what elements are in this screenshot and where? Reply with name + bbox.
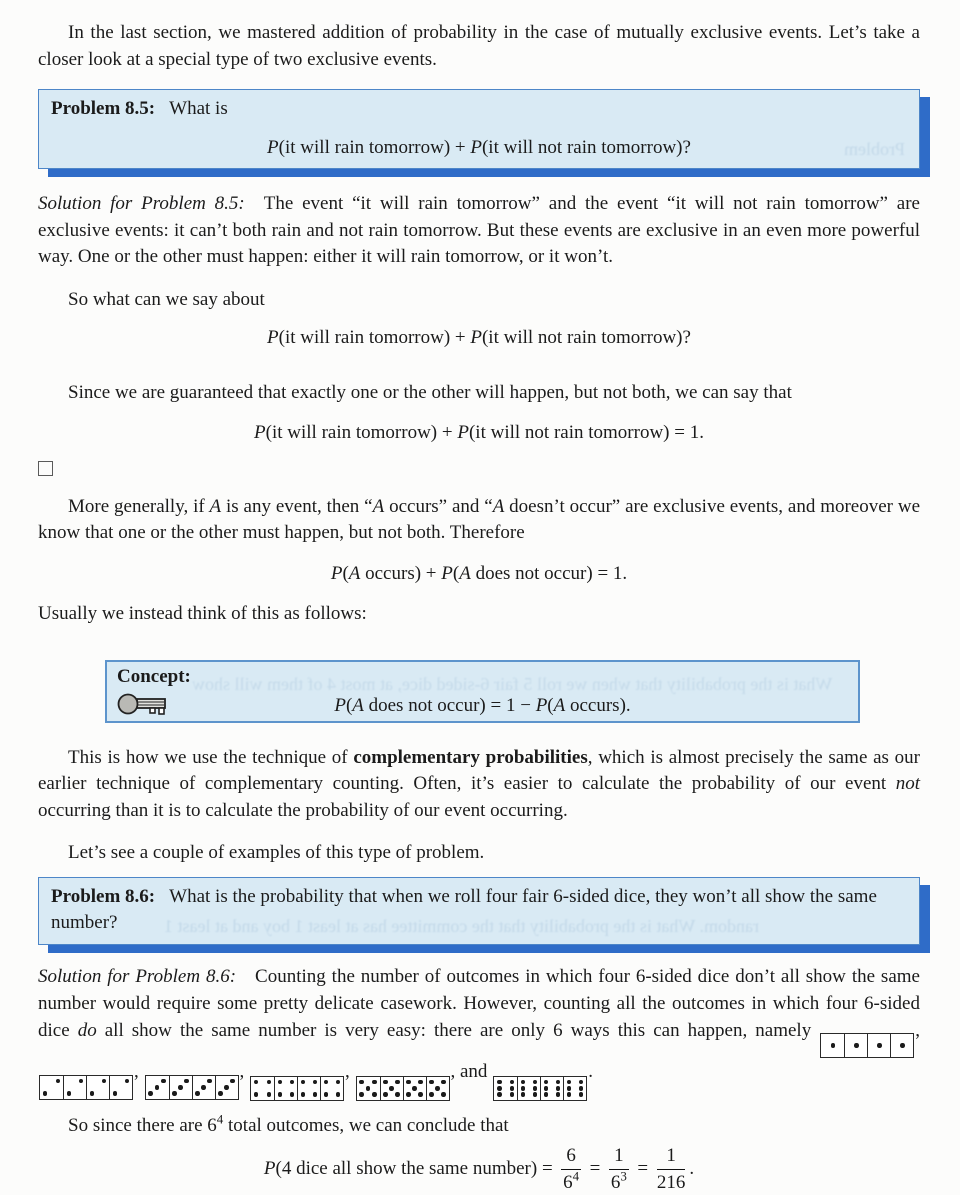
die-face-4 [320, 1077, 343, 1100]
problem-8-6-label: Problem 8.6: [51, 885, 156, 907]
die-face-1 [844, 1034, 867, 1057]
problem-8-6-box [38, 877, 920, 945]
die-face-3 [146, 1076, 169, 1099]
dice-strip-5 [356, 1076, 450, 1101]
lets-see-paragraph: Let’s see a couple of examples of this type of problem. [68, 842, 485, 863]
die-face-2 [86, 1076, 109, 1099]
fraction: $\frac{6}{6^4}$ [563, 1145, 580, 1194]
solution-8-6-paragraph: Solution for Problem 8.6: Counting the number of outcomes in which four 6-sided dice don’t all show the same number would require some pretty delicate casework. However, counting all the outcomes in which four 6-sided dice do all show the same number is very easy: there are only 6 ways this can happen, namely , , , , , and . [38, 963, 920, 1101]
end-of-solution-marker [38, 461, 53, 476]
so-since-paragraph: So since there are $6^4$ total outcomes, we can conclude that [68, 1111, 509, 1136]
concept-label: Concept: [117, 665, 191, 687]
so-what-paragraph: So what can we say about [68, 288, 265, 310]
die-face-1 [890, 1034, 913, 1057]
rain-sum-equation: P(it will rain tomorrow) + P(it will not rain tomorrow)? [267, 327, 691, 348]
solution-8-5-paragraph: Solution for Problem 8.5: The event “it will rain tomorrow” and the event “it will not rain tomorrow” are exclusive events: it can’t both rain and not rain tomorrow. But these events are exclusive in an even more powerful way. One or the other must happen: either it will rain tomorrow, or it won’t. [38, 193, 920, 267]
die-face-5 [403, 1077, 426, 1100]
since-paragraph: Since we are guaranteed that exactly one or the other will happen, but not both, we can say that [68, 381, 792, 403]
dice-strip-3 [145, 1075, 239, 1100]
die-face-1 [821, 1034, 844, 1057]
die-face-4 [251, 1077, 274, 1100]
die-face-2 [63, 1076, 86, 1099]
die-face-4 [297, 1077, 320, 1100]
fraction: $\frac{1}{216}$ [656, 1145, 686, 1194]
rain-sum-equals-one-equation: P(it will rain tomorrow) + P(it will not rain tomorrow) = 1. [254, 422, 704, 443]
die-face-6 [494, 1077, 517, 1100]
problem-8-5-statement [51, 96, 907, 123]
die-face-5 [357, 1077, 380, 1100]
die-face-6 [540, 1077, 563, 1100]
complementary-paragraph: This is how we use the technique of complementary probabilities, which is almost precisely the same as our earlier technique of complementary counting. Often, it’s easier to calculate the probability of our event not occurring than it is to calculate the probability of our event occurring. [38, 746, 920, 821]
die-face-3 [215, 1076, 238, 1099]
usually-paragraph: Usually we instead think of this as follows: [38, 603, 367, 624]
die-face-3 [169, 1076, 192, 1099]
problem-8-5-label: Problem 8.5: [51, 98, 156, 119]
die-face-2 [109, 1076, 132, 1099]
die-face-6 [517, 1077, 540, 1100]
intro-paragraph: In the last section, we mastered addition of probability in the case of mutually exclusive events. Let’s take a closer look at a special type of two exclusive events. [38, 22, 920, 70]
final-equation: P(4 dice all show the same number) = $\frac{6}{6^4}$ = $\frac{1}{6^3}$ = $\frac{1}{216}$ . [263, 1145, 695, 1194]
die-face-5 [380, 1077, 403, 1100]
problem-8-6-text: What is the probability that when we roll four fair 6-sided dice, they won’t all show the same number? [51, 885, 877, 933]
problem-8-5-equation: P(it will rain tomorrow) + P(it will not rain tomorrow)? [267, 136, 691, 158]
dice-strip-2 [39, 1075, 133, 1100]
die-face-3 [192, 1076, 215, 1099]
problem-8-5-lead: What is [169, 98, 228, 119]
dice-strip-4 [250, 1076, 344, 1101]
ghost-text: What is the probability that when we roll 5 fair 6-sided dice, at most 4 of them will show [191, 673, 832, 694]
problem-8-6-statement [51, 884, 907, 937]
die-face-1 [867, 1034, 890, 1057]
concept-equation: P(A does not occur) = 1 − P(A occurs). [334, 694, 631, 716]
die-face-2 [40, 1076, 63, 1099]
ghost-text: random. What is the probability that the committee has at least 1 boy and at least 1 [163, 916, 759, 936]
a-occurs-equation: P(A occurs) + P(A does not occur) = 1. [330, 562, 628, 584]
die-face-4 [274, 1077, 297, 1100]
die-face-5 [426, 1077, 449, 1100]
ghost-text: Problem [844, 138, 905, 159]
die-face-6 [563, 1077, 586, 1100]
dice-strip-6 [493, 1076, 587, 1101]
more-generally-paragraph: More generally, if A is any event, then “A occurs” and “A doesn’t occur” are exclusive events, and moreover we know that one or the other must happen, but not both. Therefore [38, 495, 921, 543]
fraction: $\frac{1}{6^3}$ [610, 1145, 627, 1194]
dice-strip-1 [820, 1033, 914, 1058]
concept-box [105, 660, 860, 723]
problem-8-5-box [38, 89, 920, 169]
